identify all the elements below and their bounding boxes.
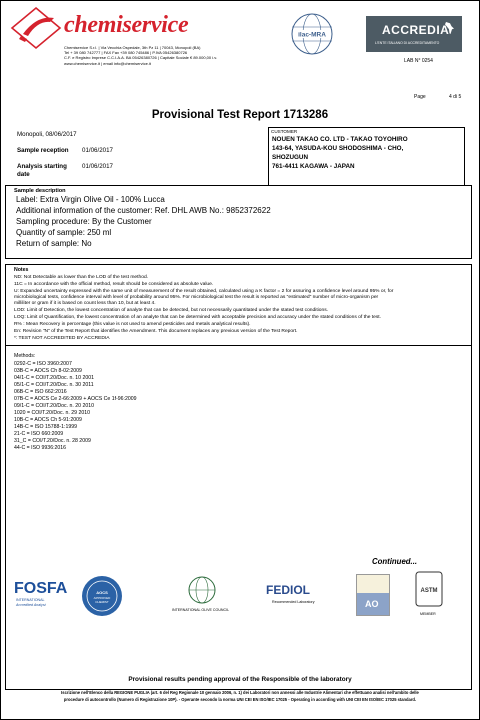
page-number: 4 di 5 — [449, 94, 462, 100]
sample-line: Quantity of sample: 250 ml — [16, 228, 112, 237]
fosfa-logo — [14, 574, 68, 622]
analysis-start-label: Analysis starting date — [17, 163, 67, 178]
sample-line: Additional information of the customer: Ref. DHL AWB No.: 9852372622 — [16, 206, 271, 215]
note-line: microbiological tests, confidence interval with level of probability around 95%. For microbiological test the result is reported as "estimated" number of micro-organism per — [14, 295, 379, 300]
sample-line: Return of sample: No — [16, 239, 92, 248]
svg-text:CHEMIST: CHEMIST — [95, 600, 109, 604]
astm-sub: MEMBER — [420, 612, 436, 616]
place-date: Monopoli, 08/06/2017 — [17, 131, 77, 138]
notes-divider — [6, 345, 471, 346]
method-item: 31_C = COI/T.20/Doc. n. 28 2009 — [14, 438, 91, 444]
ilac-label: ilac-MRA — [298, 31, 326, 39]
notes-box — [5, 264, 472, 690]
customer-line: 143-64, YASUDA-KOU SHODOSHIMA - CHO, — [272, 145, 404, 152]
method-item: 05/1-C = COI/T.20/Doc. n. 30 2011 — [14, 382, 94, 388]
fediol-sub: Recommended Laboratory — [272, 600, 315, 604]
astm-logo — [410, 570, 448, 622]
method-item: 21-C = ISO 660:2009 — [14, 431, 64, 437]
ioc-logo — [172, 574, 232, 620]
footer-line: Iscrizione nell'Elenco della REGIONE PUGLIA (art. 6 del Reg Regionale 10 gennaio 2006, n. 1) dei Laboratori non annessi alle Industrie Alimentari che effettuano analisi nell'ambito delle — [61, 690, 419, 695]
ao-label: AO — [365, 599, 379, 609]
customer-line: SHOZUGUN — [272, 154, 309, 161]
ioc-name: INTERNATIONAL OLIVE COUNCIL — [172, 608, 230, 612]
accredia-subtitle: L'ENTE ITALIANO DI ACCREDITAMENTO — [375, 41, 440, 45]
method-item: 06B-C = ISO 662:2016 — [14, 389, 67, 395]
method-item: 0292-C = ISO 3960:2007 — [14, 361, 72, 367]
method-item: 1020 = COI/T.20/Doc. n. 29 2010 — [14, 410, 90, 416]
pending-approval: Provisional results pending approval of the Responsible of the laboratory — [128, 676, 352, 683]
note-line: ND: Not Detectable as lower than the LOD of the test method. — [14, 275, 149, 280]
company-line: www.chemiservice.it | email info@chemiservice.it — [64, 60, 151, 66]
method-item: 04/1-C = COI/T.20/Doc. n. 10 2001 — [14, 375, 95, 381]
notes-title: Notes — [14, 267, 29, 273]
reception-label: Sample reception — [17, 147, 69, 154]
sample-line: Label: Extra Virgin Olive Oil - 100% Lucca — [16, 195, 165, 204]
sample-description-box — [5, 185, 472, 259]
note-line: LOD: Limit of Detection, the lowest concentration of analyte that can be detected, but not necessarily quantitated under the stated test conditions. — [14, 308, 329, 313]
company-line: Chemiservice S.r.l. | Via Vecchia Ospedale, 3th Pz 11 | 70043, Monopoli (BA) — [64, 45, 201, 50]
method-item: 03B-C = AOCS Ch 8-02:2009 — [14, 368, 82, 374]
globe-icon — [172, 574, 232, 608]
ao-logo — [356, 574, 390, 616]
accredia-logo — [366, 16, 462, 52]
continued-label: Continued... — [372, 557, 418, 566]
brand-name: chemiservice — [64, 12, 189, 38]
fediol-name: FEDIOL — [266, 583, 310, 597]
analysis-start-date: 01/06/2017 — [82, 163, 113, 170]
note-line: *: TEST NOT ACCREDITED BY ACCREDIA — [14, 336, 110, 341]
sample-caption: Sample description — [14, 188, 66, 194]
methods-label: Methods: — [14, 353, 36, 359]
note-line: milliliter or gram if it is based on count less than 10, but at least 4. — [14, 301, 156, 306]
accredia-name: ACCREDIA — [382, 23, 450, 37]
astm-emblem-icon — [410, 570, 448, 612]
astm-name: ASTM — [420, 588, 438, 594]
lab-number: LAB N° 0254 — [404, 58, 433, 64]
fosfa-name: FOSFA — [14, 580, 68, 597]
chemiservice-logo — [10, 6, 62, 50]
method-item: 09/1-C = COI/T.20/Doc. n. 20 2010 — [14, 403, 95, 409]
note-line: 11C = In accordance with the official method, result should be considered as absolute value. — [14, 282, 214, 287]
fosfa-sub2: Accredited Analyst — [16, 603, 46, 607]
method-item: 14B-C = ISO 15788-1:1999 — [14, 424, 78, 430]
fediol-logo — [266, 574, 330, 614]
method-item: 44-C = ISO 9936:2016 — [14, 445, 67, 451]
method-item: 07B-C = AOCS Ce 2-66:2009 + AOCS Ce 1f-96:2009 — [14, 396, 137, 402]
aocs-logo — [80, 574, 124, 618]
page-label: Page — [414, 94, 426, 100]
sample-line: Sampling procedure: By the Customer — [16, 217, 152, 226]
note-line: En: Revision "N" of the Test Report that identifies the Amendment. This document replaces any previous version of the Test Report. — [14, 329, 298, 334]
company-line: C.F. e Registro Imprese C.C.I.A.A. BA 05426380726 | Capitale Sociale € 89.000,00 i.v. — [64, 55, 218, 61]
customer-line: NOUEN TAKAO CO. LTD - TAKAO TOYOHIRO — [272, 136, 408, 143]
company-details — [64, 45, 234, 66]
customer-line: 761-4411 KAGAWA - JAPAN — [272, 163, 355, 170]
customer-box — [268, 127, 465, 186]
svg-text:AOCS: AOCS — [96, 590, 108, 595]
note-line: U: Expanded uncertainty expressed with the same unit of measurement of the result obtained, calculated using a K factor = 2 for assuring a confidence level around 95% or, for — [14, 289, 394, 294]
note-line: LOQ: Limit of Quantification, the lowest concentration of an analyte that can be determined with acceptable precision and accuracy under the stated conditions of the test. — [14, 315, 382, 320]
ilac-mra-logo — [290, 12, 334, 56]
method-item: 10B-C = AOCS Ch 5-91:2009 — [14, 417, 82, 423]
company-line: Tel + 39 080 742777 | FAX Fax +39 080 745486 | P.IVA 05426380726 — [64, 50, 188, 56]
report-title: Provisional Test Report 1713286 — [151, 109, 329, 121]
customer-caption: CUSTOMER — [271, 129, 298, 134]
fosfa-wordmark-icon — [14, 574, 68, 598]
note-line: R% : Mean Recovery in percentage (this value is not used to amend pesticides and metals analytical results). — [14, 322, 251, 327]
fosfa-sub: INTERNATIONAL — [16, 598, 45, 602]
reception-date: 01/06/2017 — [82, 147, 113, 154]
svg-text:APPROVED: APPROVED — [93, 596, 111, 600]
footer-line: procedure di autocontrollo (Numero di Registrazione 10P). - Operante secondo la norma UNI CEI EN ISO/IEC 17025 - Operating in according with UNI CEI EN ISO/IEC 17025 standard. — [63, 697, 417, 702]
